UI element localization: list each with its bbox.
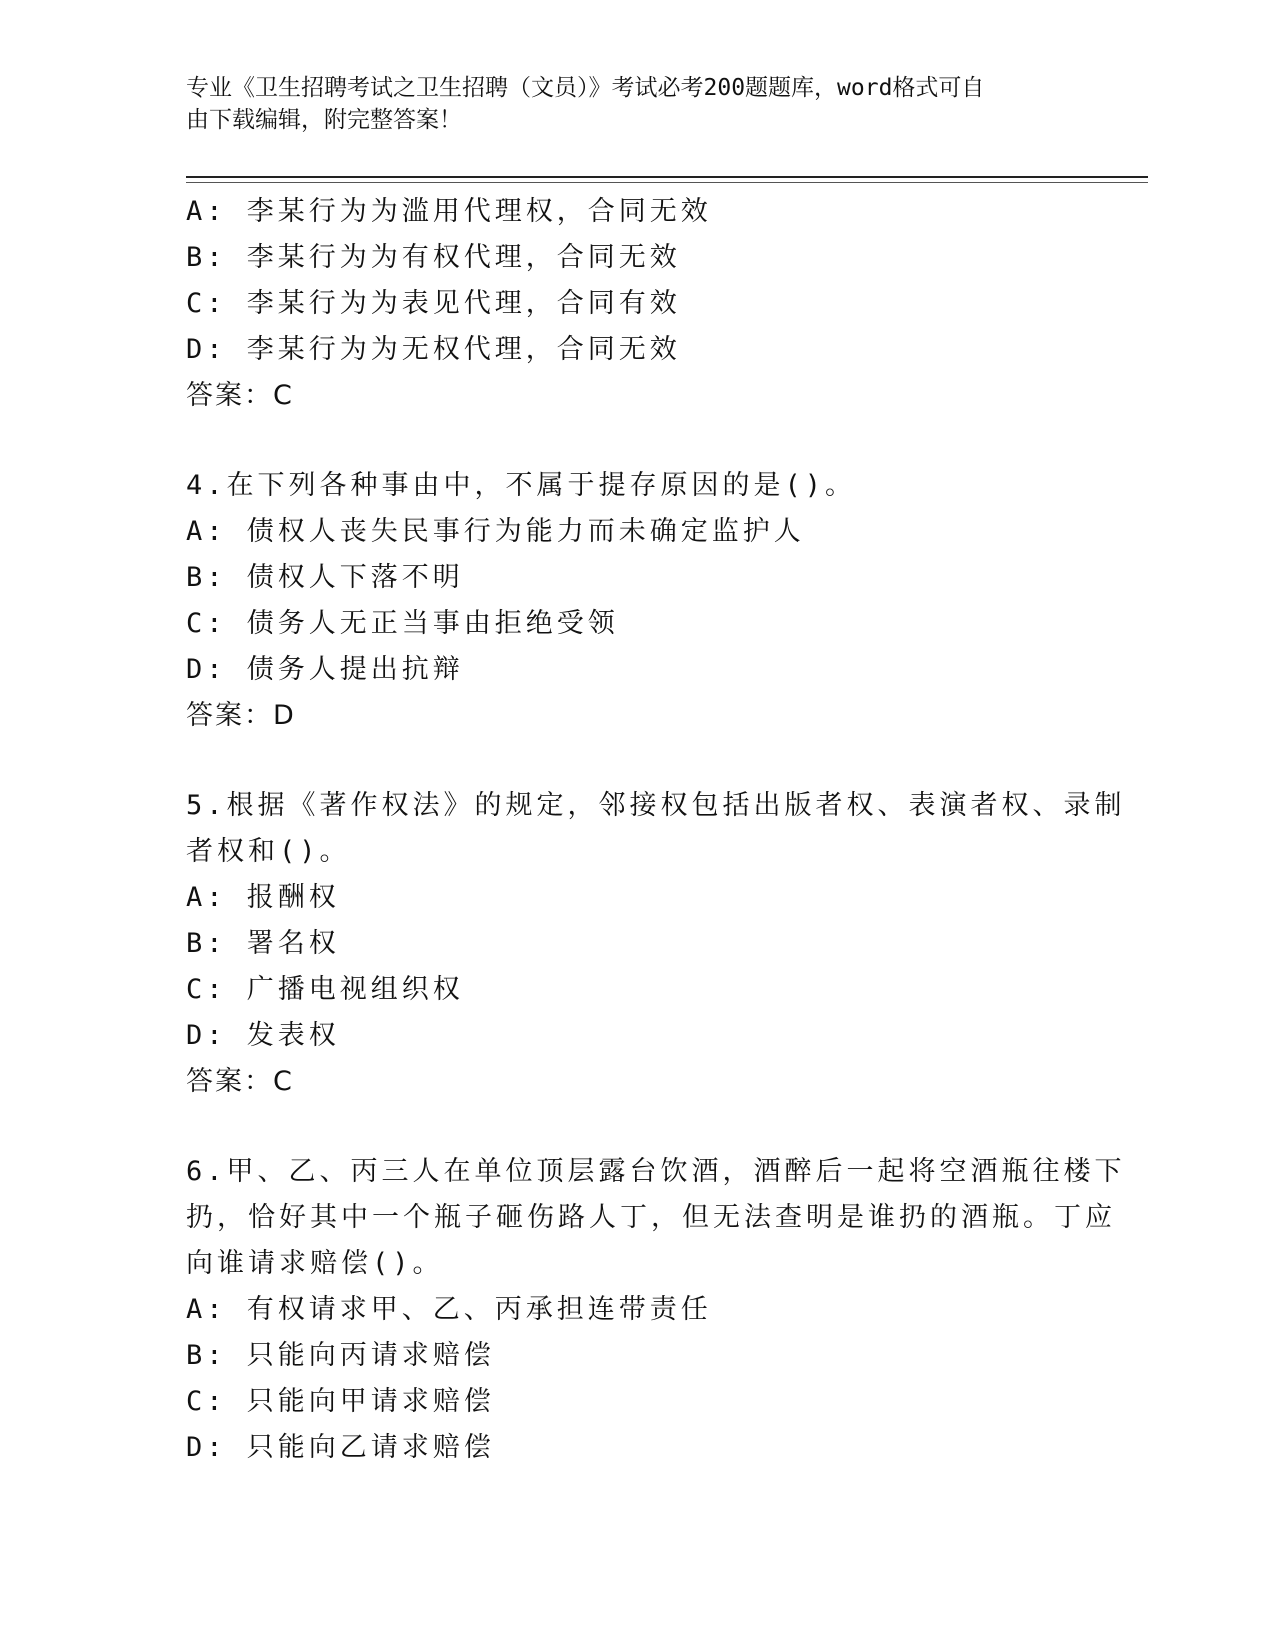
header-divider	[186, 176, 1148, 178]
question-stem	[186, 1149, 1126, 1287]
question-4	[186, 463, 1086, 739]
option-c: C: 李某行为为表见代理，合同有效	[186, 288, 681, 319]
option-d: D: 李某行为为无权代理，合同无效	[186, 334, 681, 365]
question-stem	[186, 783, 1126, 875]
option-b: B: 李某行为为有权代理，合同无效	[186, 242, 681, 273]
question-stem-line: 5.根据《著作权法》的规定，邻接权包括出版者权、表演者权、录制	[186, 790, 1126, 821]
option-b: B: 署名权	[186, 928, 340, 959]
question-list	[186, 189, 1126, 1471]
header-divider-thin	[186, 182, 1148, 183]
option-c: C: 广播电视组织权	[186, 974, 464, 1005]
option-c: C: 债务人无正当事由拒绝受领	[186, 608, 619, 639]
header-line-2: 由下载编辑，附完整答案！	[186, 107, 462, 133]
option-b: B: 债权人下落不明	[186, 562, 464, 593]
option-d: D: 只能向乙请求赔偿	[186, 1432, 495, 1463]
option-c: C: 只能向甲请求赔偿	[186, 1386, 495, 1417]
option-d: D: 发表权	[186, 1020, 340, 1051]
document-header	[186, 72, 1066, 136]
question-stem-line: 扔，恰好其中一个瓶子砸伤路人丁，但无法查明是谁扔的酒瓶。丁应	[186, 1202, 1116, 1233]
question-stem-line: 者权和()。	[186, 836, 351, 867]
header-line-1: 专业《卫生招聘考试之卫生招聘（文员）》考试必考200题题库，word格式可自	[186, 75, 985, 101]
question-3	[186, 189, 1086, 419]
answer-label: 答案：C	[186, 1066, 294, 1097]
question-stem-line: 向谁请求赔偿()。	[186, 1248, 444, 1279]
option-a: A: 李某行为为滥用代理权，合同无效	[186, 196, 712, 227]
option-a: A: 债权人丧失民事行为能力而未确定监护人	[186, 516, 805, 547]
answer-label: 答案：C	[186, 380, 294, 411]
option-d: D: 债务人提出抗辩	[186, 654, 464, 685]
question-stem: 4.在下列各种事由中，不属于提存原因的是()。	[186, 470, 857, 501]
answer-label: 答案：D	[186, 700, 296, 731]
option-a: A: 报酬权	[186, 882, 340, 913]
question-5	[186, 783, 1126, 1105]
question-6	[186, 1149, 1126, 1471]
question-stem-line: 6.甲、乙、丙三人在单位顶层露台饮酒，酒醉后一起将空酒瓶往楼下	[186, 1156, 1126, 1187]
option-b: B: 只能向丙请求赔偿	[186, 1340, 495, 1371]
option-a: A: 有权请求甲、乙、丙承担连带责任	[186, 1294, 712, 1325]
